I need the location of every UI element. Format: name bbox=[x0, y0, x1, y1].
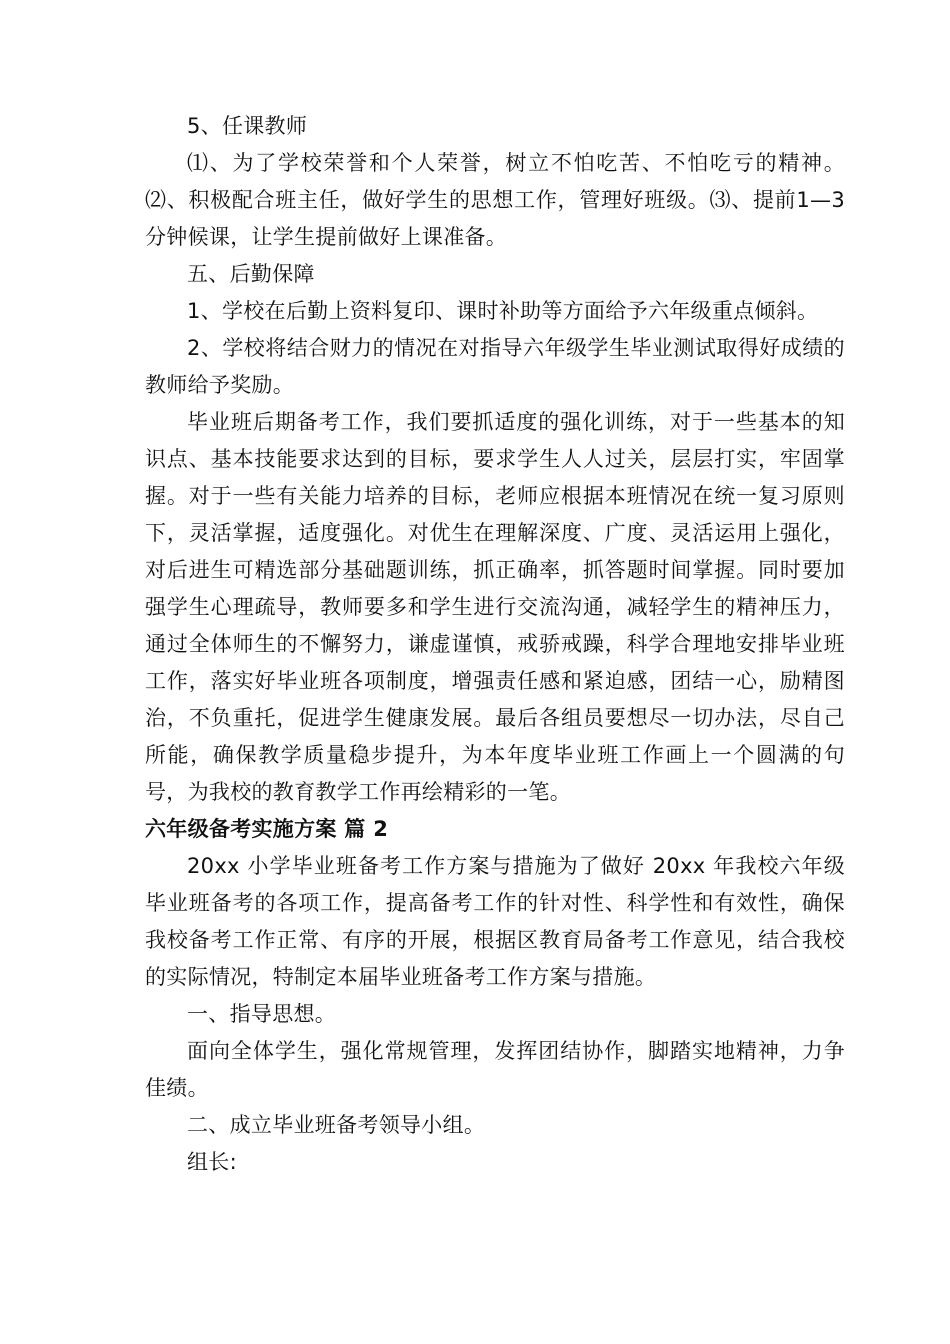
paragraph-summary: 毕业班后期备考工作，我们要抓适度的强化训练，对于一些基本的知识点、基本技能要求达到的目标，要求学生人人过关，层层打实，牢固掌握。对于一些有关能力培养的目标，老师应根据本班情况在统一复习原则下，灵活掌握，适度强化。对优生在理解深度、广度、灵活运用上强化，对后进生可精选部分基础题训练，抓正确率，抓答题时间掌握。同时要加强学生心理疏导，教师要多和学生进行交流沟通，减轻学生的精神压力，通过全体师生的不懈努力，谦虚谨慎，戒骄戒躁，科学合理地安排毕业班工作，落实好毕业班各项制度，增强责任感和紧迫感，团结一心，励精图治，不负重托，促进学生健康发展。最后各组员要想尽一切办法，尽自己所能，确保教学质量稳步提升，为本年度毕业班工作画上一个圆满的句号，为我校的教育教学工作再绘精彩的一笔。 bbox=[145, 410, 845, 804]
section-title: 六年级备考实施方案 篇 2 bbox=[145, 817, 389, 841]
section-heading-logistics: 五、后勤保障 bbox=[187, 262, 315, 286]
group-leader-label: 组长: bbox=[187, 1150, 237, 1174]
paragraph-intro: 20xx 小学毕业班备考工作方案与措施为了做好 20xx 年我校六年级毕业班备考的各项工作，提高备考工作的针对性、科学性和有效性，确保我校备考工作正常、有序的开展，根据区教育局备考工作意见，结合我校的实际情况，特制定本届毕业班备考工作方案与措施。 bbox=[145, 854, 845, 989]
document-body bbox=[145, 108, 845, 1181]
section-heading-guiding-thought: 一、指导思想。 bbox=[187, 1002, 337, 1026]
paragraph-guiding-thought: 面向全体学生，强化常规管理，发挥团结协作，脚踏实地精神，力争佳绩。 bbox=[145, 1039, 845, 1100]
paragraph-logistics-2: 2、学校将结合财力的情况在对指导六年级学生毕业测试取得好成绩的教师给予奖励。 bbox=[145, 336, 845, 397]
subsection-heading-teachers: 5、任课教师 bbox=[187, 114, 308, 138]
section-heading-leadership-group: 二、成立毕业班备考领导小组。 bbox=[187, 1113, 486, 1137]
paragraph-logistics-1: 1、学校在后勤上资料复印、课时补助等方面给予六年级重点倾斜。 bbox=[187, 299, 819, 323]
paragraph-teacher-duties: ⑴、为了学校荣誉和个人荣誉，树立不怕吃苦、不怕吃亏的精神。⑵、积极配合班主任，做好学生的思想工作，管理好班级。⑶、提前1—3 分钟候课，让学生提前做好上课准备。 bbox=[145, 151, 845, 249]
